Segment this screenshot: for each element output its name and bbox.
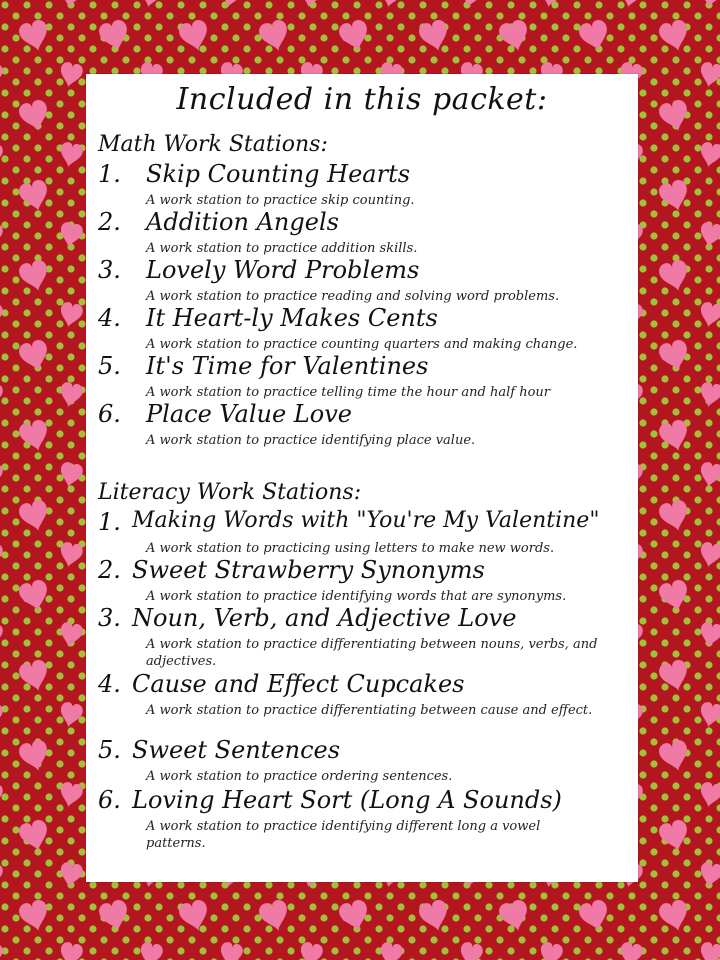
literacy-section-heading: Literacy Work Stations: [98,480,362,505]
item-description: A work station to practice skip counting. [146,193,415,208]
item-number: 4. [98,670,121,698]
packet-contents-card [86,74,638,882]
item-number: 1. [98,508,121,536]
item-description: A work station to practicing using letters to make new words. [146,541,555,556]
item-title: Sweet Sentences [132,736,341,764]
page-title: Included in this packet: [176,82,548,117]
item-description: A work station to practice counting quarters and making change. [146,337,578,352]
item-description: A work station to practice reading and solving word problems. [146,289,560,304]
item-number: 1. [98,160,121,188]
item-description: A work station to practice differentiating between cause and effect. [146,703,593,718]
item-description: A work station to practice identifying words that are synonyms. [146,589,567,604]
item-description: A work station to practice telling time the hour and half hour [146,385,550,400]
item-title: Sweet Strawberry Synonyms [132,556,485,584]
item-title: Cause and Effect Cupcakes [132,670,465,698]
item-description: A work station to practice identifying different long a vowel patterns. [146,819,541,851]
item-title: Place Value Love [146,400,352,428]
item-description: A work station to practice differentiating between nouns, verbs, and adjectives. [146,637,598,669]
item-title: Loving Heart Sort (Long A Sounds) [132,786,562,814]
item-number: 3. [98,604,121,632]
item-number: 5. [98,736,121,764]
item-number: 5. [98,352,121,380]
item-description: A work station to practice identifying place value. [146,433,476,448]
item-title: It's Time for Valentines [146,352,429,380]
item-number: 4. [98,304,121,332]
item-number: 3. [98,256,121,284]
item-title: Noun, Verb, and Adjective Love [132,604,517,632]
item-title: Addition Angels [146,208,339,236]
math-section-heading: Math Work Stations: [98,132,328,157]
item-number: 2. [98,556,121,584]
item-title: Lovely Word Problems [146,256,420,284]
item-title: It Heart-ly Makes Cents [146,304,438,332]
item-title: Making Words with "You're My Valentine" [132,508,600,533]
item-description: A work station to practice addition skills. [146,241,418,256]
item-number: 2. [98,208,121,236]
item-number: 6. [98,786,121,814]
item-description: A work station to practice ordering sentences. [146,769,453,784]
item-number: 6. [98,400,121,428]
item-title: Skip Counting Hearts [146,160,411,188]
